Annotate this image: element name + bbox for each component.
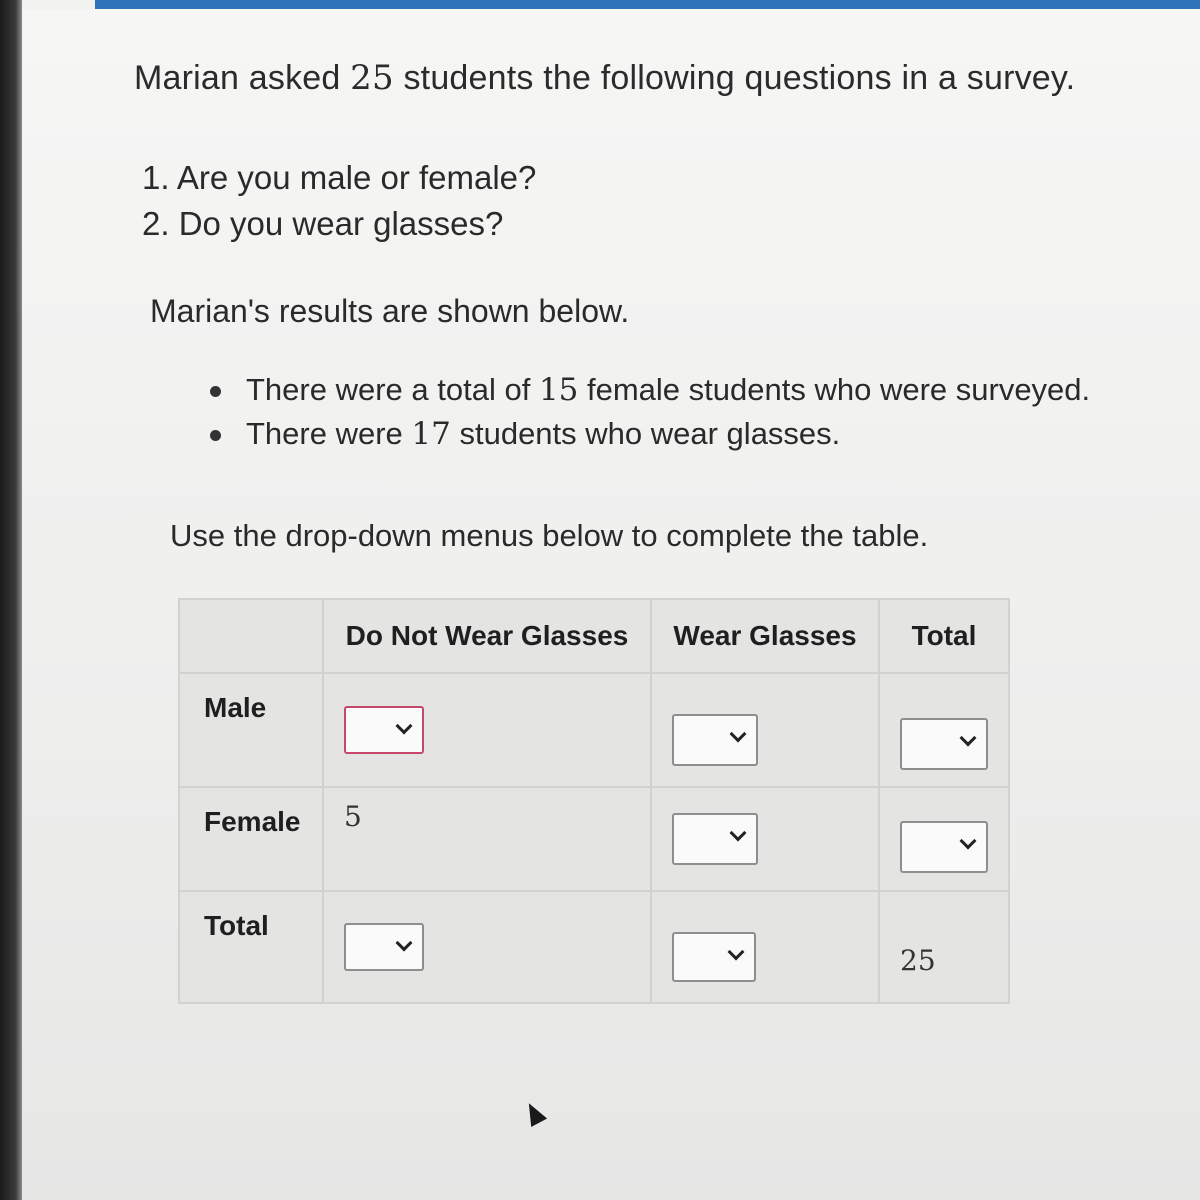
- dropdown-male-do-not-wear[interactable]: [344, 706, 424, 754]
- cell-male-do-not-wear: [323, 673, 651, 787]
- bullet-icon: [210, 386, 221, 397]
- col-header-wear: Wear Glasses: [651, 599, 879, 673]
- dropdown-total-wear[interactable]: [672, 932, 756, 982]
- corner-cell: [179, 599, 323, 673]
- dropdown-male-total[interactable]: [900, 718, 988, 770]
- cell-female-wear: [651, 787, 879, 891]
- col-header-total: Total: [879, 599, 1009, 673]
- cell-male-total: [879, 673, 1009, 787]
- results-intro: Marian's results are shown below.: [150, 293, 630, 329]
- row-header-female: Female: [179, 787, 323, 891]
- results-list: [210, 368, 1090, 456]
- cell-female-total: [879, 787, 1009, 891]
- col-header-do-not-wear: Do Not Wear Glasses: [323, 599, 651, 673]
- chevron-down-icon: [396, 935, 413, 952]
- cell-male-wear: [651, 673, 879, 787]
- student-count: 25: [350, 58, 394, 98]
- cell-total-wear: [651, 891, 879, 1003]
- table-row: [179, 787, 1009, 891]
- question-item: 1. Are you male or female?: [142, 159, 537, 196]
- chevron-down-icon: [730, 726, 747, 743]
- row-header-total: Total: [179, 891, 323, 1003]
- dropdown-female-total[interactable]: [900, 821, 988, 873]
- row-header-male: Male: [179, 673, 323, 787]
- question-item: 2. Do you wear glasses?: [142, 205, 504, 242]
- screen-bezel: [0, 0, 22, 1200]
- result-item: There were 17 students who wear glasses.: [210, 412, 1090, 456]
- survey-intro: Marian asked 25 students the following questions in a survey.: [134, 58, 1076, 98]
- instructions: Use the drop-down menus below to complete the table.: [170, 518, 929, 553]
- chevron-down-icon: [728, 944, 745, 961]
- result-item: There were a total of 15 female students who were surveyed.: [210, 368, 1090, 412]
- dropdown-male-wear[interactable]: [672, 714, 758, 766]
- chevron-down-icon: [960, 730, 977, 747]
- chevron-down-icon: [730, 825, 747, 842]
- bullet-icon: [210, 430, 221, 441]
- table-row: [179, 673, 1009, 787]
- cell-total-total: [879, 891, 1009, 1003]
- table-row: [179, 891, 1009, 1003]
- dropdown-female-wear[interactable]: [672, 813, 758, 865]
- value-female-do-not-wear: 5: [344, 800, 362, 833]
- survey-questions: [142, 155, 536, 247]
- dropdown-total-do-not-wear[interactable]: [344, 923, 424, 971]
- value-total-total: 25: [900, 943, 936, 977]
- top-accent-bar: [95, 0, 1200, 9]
- chevron-down-icon: [396, 718, 413, 735]
- two-way-table: [178, 598, 1010, 1004]
- cell-total-do-not-wear: [323, 891, 651, 1003]
- cell-female-do-not-wear: [323, 787, 651, 891]
- chevron-down-icon: [960, 833, 977, 850]
- header-row: [179, 599, 1009, 673]
